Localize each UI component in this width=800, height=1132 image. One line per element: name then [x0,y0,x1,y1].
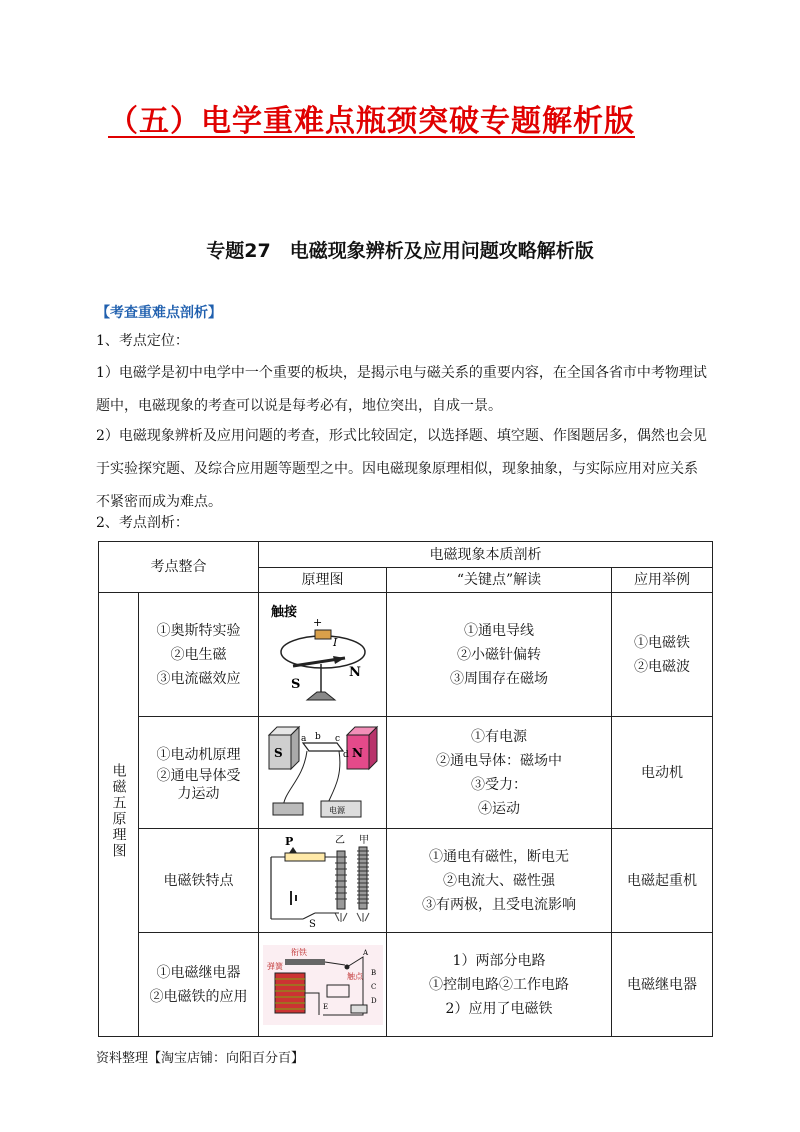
keypoint-cell [387,829,612,933]
header-keypoints: “关键点”解读 [387,568,612,593]
diagram-label: 乙 [334,834,345,846]
topic-line: ②电磁铁的应用 [149,988,248,1005]
topic-cell [139,933,259,1037]
paragraph-1: 1、考点定位： [96,333,189,349]
topic-line: ②电生磁 [170,646,227,663]
diagram-label: 甲 [358,834,369,846]
app-cell [612,933,713,1037]
keypoint-line: ①控制电路②工作电路 [429,976,569,993]
header-diagram: 原理图 [259,568,387,593]
keypoint-line: ①通电导线 [464,622,534,639]
motor-diagram [263,721,383,825]
topic-line: ②通电导体受力运动 [156,767,241,802]
diagram-label: 触点 [346,971,363,981]
diagram-label: I [332,635,337,649]
diagram-label: S [290,676,300,692]
analysis-table [98,541,713,1037]
diagram-label: N [351,745,363,760]
topic-cell [139,829,259,933]
topic-line: ①电磁继电器 [156,964,241,981]
electromagnet-diagram [263,833,383,929]
diagram-label: S [273,745,283,760]
diagram-label: d [342,749,349,760]
header-group: 电磁现象本质剖析 [259,542,713,568]
topic-line: 电磁铁特点 [163,872,234,889]
keypoint-cell [387,593,612,717]
app-line: 电磁继电器 [627,976,698,993]
diagram-label: b [314,731,321,742]
diagram-label: B [370,968,376,977]
keypoint-cell [387,933,612,1037]
app-cell [612,717,713,829]
app-cell [612,593,713,717]
table-row [99,717,713,829]
topic-cell [139,717,259,829]
paragraph-2: 1）电磁学是初中电学中一个重要的板块，是揭示电与磁关系的重要内容，在全国各省市中考物理试题中，电磁现象的考查可以说是每考必有，地位突出，自成一景。 [96,365,707,414]
footer-note: 资料整理【淘宝店铺：向阳百分百】 [96,1051,305,1066]
table-row [99,933,713,1037]
topic-line: ③电流磁效应 [156,670,241,687]
keypoint-line: ②小磁针偏转 [457,646,541,663]
keypoint-line: ③周围存在磁场 [450,670,548,687]
app-cell [612,829,713,933]
diagram-cell [259,933,387,1037]
diagram-label: a [300,733,306,744]
keypoint-line: 2）应用了电磁铁 [445,1000,553,1017]
keypoint-line: ③受力： [471,776,527,793]
diagram-label: A [362,948,368,957]
diagram-cell [259,593,387,717]
paragraph-4: 2、考点剖析： [96,515,189,531]
header-apps: 应用举例 [612,568,713,593]
diagram-label: C [370,982,376,991]
category-cell [99,593,139,1037]
keypoint-line: ④运动 [478,800,520,817]
keypoint-line: ③有两极，且受电流影响 [422,896,576,913]
section-heading: 【考查重难点剖析】 [96,305,222,321]
keypoint-line: ①通电有磁性，断电无 [429,848,569,865]
diagram-label: 触接 [270,604,297,620]
oersted-diagram [263,600,383,710]
table-row [99,593,713,717]
topic-line: ①奥斯特实验 [156,622,241,639]
diagram-cell [259,717,387,829]
diagram-label: N [348,664,361,680]
app-line: ①电磁铁 [634,634,691,651]
relay-diagram [263,945,383,1025]
document-title: （五）电学重难点瓶颈突破专题解析版 [108,104,635,139]
topic-cell [139,593,259,717]
diagram-label: 衔铁 [290,947,307,957]
diagram-label: P [284,834,293,848]
diagram-label: c [334,733,340,744]
keypoint-line: ①有电源 [471,728,527,745]
diagram-cell [259,829,387,933]
diagram-label: S [308,918,316,929]
app-line: 电磁起重机 [627,872,698,889]
header-topics: 考点整合 [99,542,259,593]
app-line: ②电磁波 [634,658,691,675]
topic-title: 专题27 电磁现象辨析及应用问题攻略解析版 [206,240,594,262]
diagram-label: 电源 [328,805,345,815]
keypoint-line: ②电流大、磁性强 [443,872,555,889]
diagram-label: E [322,1002,328,1011]
diagram-label: 弹簧 [266,961,283,971]
table-row [99,829,713,933]
keypoint-cell [387,717,612,829]
app-line: 电动机 [641,764,684,781]
category-label: 电磁五原理图 [110,762,127,859]
diagram-label: D [370,996,377,1005]
keypoint-line: 1）两部分电路 [452,952,546,969]
keypoint-line: ②通电导体：磁场中 [436,752,562,769]
paragraph-3: 2）电磁现象辨析及应用问题的考查，形式比较固定，以选择题、填空题、作图题居多，偶然也会见于实验探究题、及综合应用题等题型之中。因电磁现象原理相似，现象抽象，与实际应用对应关系不紧密而成为难点。 [96,428,707,510]
diagram-label: + [312,615,322,629]
topic-line: ①电动机原理 [156,746,241,763]
